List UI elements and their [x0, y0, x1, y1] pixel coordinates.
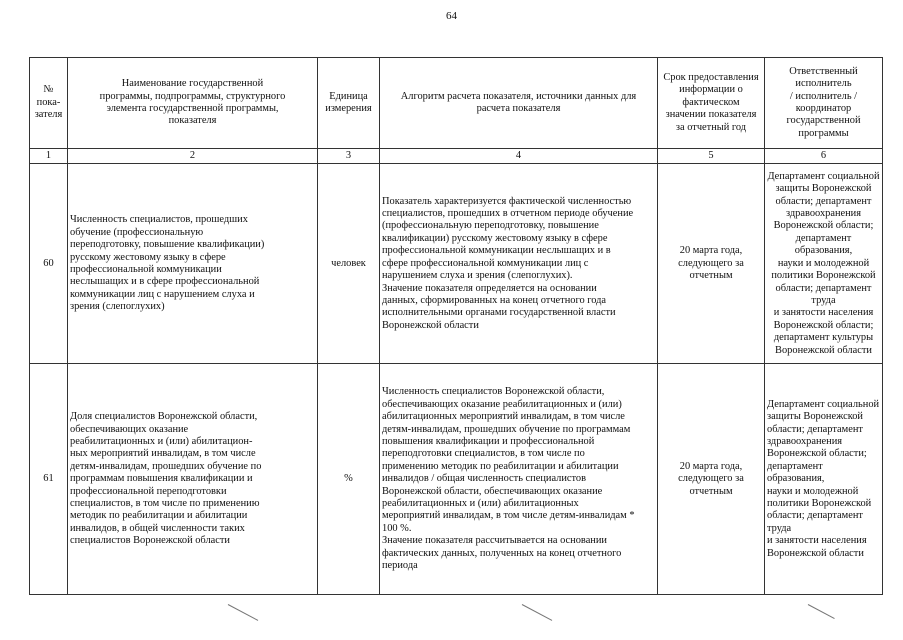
header-responsible: Ответственный исполнитель / исполнитель / координатор государственной программы: [765, 58, 883, 149]
indicator-deadline: 20 марта года, следующего за отчетным: [658, 164, 765, 364]
scan-mark: [522, 604, 552, 621]
indicator-name: Доля специалистов Воронежской области, обеспечивающих оказание реабилитационных и (или) абилитацион- ных мероприятий инвалидам, в том числе детям-инвалидам, прошедших обучение по программам повышения квалификации и профессиональной переподготовки специалистов, в том числе по применению методик по реабилитации и абилитации инвалидов, в общей численности таких специалистов Воронежской области: [68, 364, 318, 595]
scan-mark: [228, 604, 258, 621]
table-header-row: [30, 58, 883, 149]
indicator-algorithm: Показатель характеризуется фактической численностью специалистов, прошедших в отчетном периоде обучение (профессиональную переподготовку, повышение квалификации) русскому жестовому языку в сфере профессиональной коммуникации неслышащих и в сфере профессиональной коммуникации лиц с нарушением слуха и зрения (слепоглухих). Значение показателя определяется на основании данных, сформированных на конец отчетного года исполнительными органами государственной власти Воронежской области: [380, 164, 658, 364]
indicator-responsible: Департамент социальной защиты Воронежской области; департамент здравоохранения Воронежской области; департамент образования, науки и молодежной политики Воронежской области; департамент труда и занятости населения Воронежской области: [765, 364, 883, 595]
indicator-number: 61: [30, 364, 68, 595]
column-number: 5: [658, 149, 765, 164]
indicator-deadline: 20 марта года, следующего за отчетным: [658, 364, 765, 595]
table-row: [30, 364, 883, 595]
header-algorithm: Алгоритм расчета показателя, источники данных для расчета показателя: [380, 58, 658, 149]
header-unit: Единица измерения: [318, 58, 380, 149]
column-number-row: [30, 149, 883, 164]
page-number: 64: [446, 10, 457, 22]
indicator-unit: человек: [318, 164, 380, 364]
indicators-table: [29, 57, 883, 595]
column-number: 1: [30, 149, 68, 164]
indicator-name: Численность специалистов, прошедших обучение (профессиональную переподготовку, повышение квалификации) русскому жестовому языку в сфере профессиональной коммуникации неслышащих и в сфере профессиональной коммуникации лиц с нарушением слуха и зрения (слепоглухих): [68, 164, 318, 364]
indicator-unit: %: [318, 364, 380, 595]
indicator-responsible: Департамент социальной защиты Воронежской области; департамент здравоохранения Воронежской области; департамент образования, науки и молодежной политики Воронежской области; департамент труда и занятости населения Воронежской области; департамент культуры Воронежской области: [765, 164, 883, 364]
header-indicator-number: № пока- зателя: [30, 58, 68, 149]
column-number: 4: [380, 149, 658, 164]
table-row: [30, 164, 883, 364]
scan-mark: [808, 604, 835, 619]
indicator-number: 60: [30, 164, 68, 364]
header-deadline: Срок предоставления информации о фактическом значении показателя за отчетный год: [658, 58, 765, 149]
column-number: 6: [765, 149, 883, 164]
header-indicator-name: Наименование государственной программы, подпрограммы, структурного элемента государственной программы, показателя: [68, 58, 318, 149]
column-number: 2: [68, 149, 318, 164]
column-number: 3: [318, 149, 380, 164]
indicator-algorithm: Численность специалистов Воронежской области, обеспечивающих оказание реабилитационных и (или) абилитационных мероприятий инвалидам, в том числе детям-инвалидам, прошедших обучение по программам повышения квалификации и профессиональной переподготовки специалистов, в том числе по применению методик по реабилитации и абилитации инвалидов / общая численность специалистов Воронежской области, обеспечивающих оказание реабилитационных и (или) абилитационных мероприятий инвалидам, в том числе детям-инвалидам * 100 %. Значение показателя рассчитывается на основании фактических данных, полученных на конец отчетного периода: [380, 364, 658, 595]
